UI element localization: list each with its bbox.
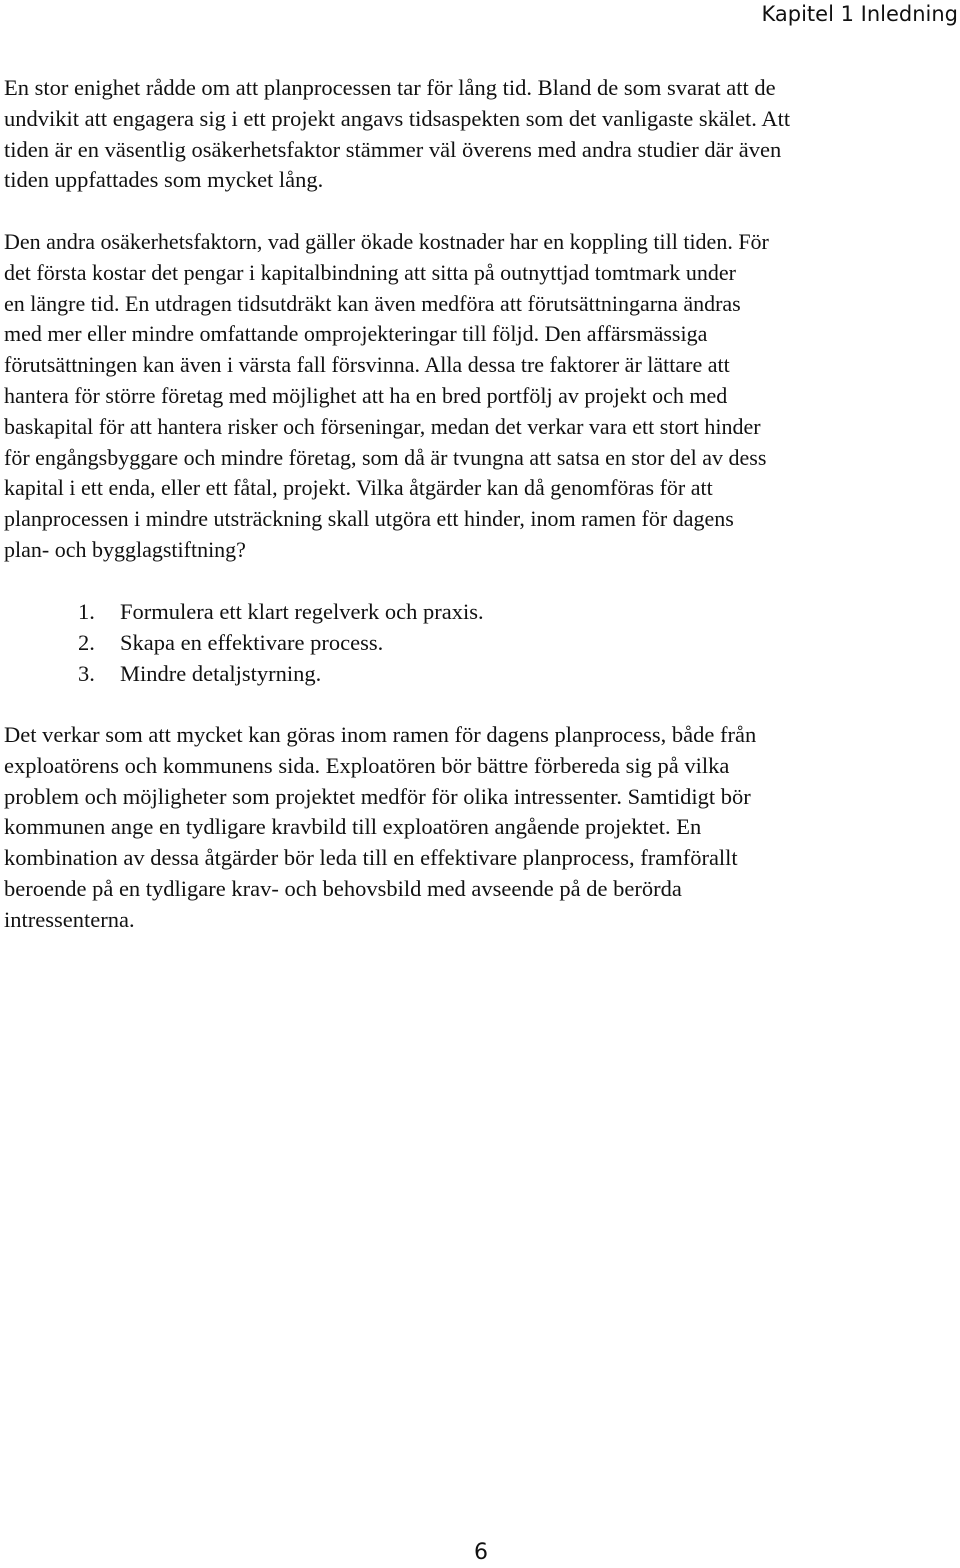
list-item-number: 1. <box>78 599 95 624</box>
text-line: Den andra osäkerhetsfaktorn, vad gäller ökade kostnader har en koppling till tiden. För <box>4 229 769 254</box>
text-line: tiden är en väsentlig osäkerhetsfaktor stämmer väl överens med andra studier där även <box>4 136 782 162</box>
text-line: hantera för större företag med möjlighet att ha en bred portfölj av projekt och med <box>4 382 728 408</box>
text-line: tiden uppfattades som mycket lång. <box>4 167 324 193</box>
measures-list <box>78 597 484 689</box>
text-line: kommunen ange en tydligare kravbild till exploatören angående projektet. En <box>4 814 702 840</box>
text-line: problem och möjligheter som projektet medför för olika intressenter. Samtidigt bör <box>4 783 751 809</box>
list-item-text: Formulera ett klart regelverk och praxis. <box>120 599 484 624</box>
text-line: baskapital för att hantera risker och förseningar, medan det verkar vara ett stort hinder <box>4 413 761 439</box>
text-line: plan- och bygglagstiftning? <box>4 536 246 562</box>
text-line: Det verkar som att mycket kan göras inom ramen för dagens planprocess, både från <box>4 722 757 747</box>
text-line: intressenterna. <box>4 906 135 932</box>
page-number-text: 6 <box>474 1540 488 1565</box>
text-line: undvikit att engagera sig i ett projekt angavs tidsaspekten som det vanligaste skälet. Att <box>4 105 791 131</box>
page-number <box>0 1540 960 1565</box>
text-line: det första kostar det pengar i kapitalbindning att sitta på outnyttjad tomtmark under <box>4 259 736 285</box>
text-line: beroende på en tydligare krav- och behovsbild med avseende på de berörda <box>4 875 682 901</box>
text-line: En stor enighet rådde om att planprocessen tar för lång tid. Bland de som svarat att de <box>4 75 776 100</box>
list-item-text: Mindre detaljstyrning. <box>120 660 322 686</box>
text-line: planprocessen i mindre utsträckning skall utgöra ett hinder, inom ramen för dagens <box>4 506 734 532</box>
text-line: förutsättningen kan även i värsta fall försvinna. Alla dessa tre faktorer är lättare att <box>4 352 730 378</box>
list-item-number: 2. <box>78 629 95 655</box>
text-line: för engångsbyggare och mindre företag, som då är tvungna att satsa en stor del av dess <box>4 444 767 470</box>
list-item <box>78 628 484 659</box>
list-item-number: 3. <box>78 660 95 686</box>
list-item-text: Skapa en effektivare process. <box>120 629 384 655</box>
chapter-header: Kapitel 1 Inledning <box>761 2 958 26</box>
paragraph-conclusion <box>4 720 956 936</box>
paragraph-cost-uncertainty <box>4 227 956 566</box>
list-item <box>78 597 484 628</box>
text-line: kombination av dessa åtgärder bör leda till en effektivare planprocess, framförallt <box>4 845 738 871</box>
text-line: exploatörens och kommunens sida. Exploatören bör bättre förbereda sig på vilka <box>4 752 730 778</box>
paragraph-time-uncertainty <box>4 73 956 196</box>
text-line: kapital i ett enda, eller ett fåtal, projekt. Vilka åtgärder kan då genomföras för att <box>4 475 713 501</box>
list-item <box>78 659 484 690</box>
text-line: en längre tid. En utdragen tidsutdräkt kan även medföra att förutsättningarna ändras <box>4 290 741 316</box>
text-line: med mer eller mindre omfattande omprojekteringar till följd. Den affärsmässiga <box>4 321 708 347</box>
